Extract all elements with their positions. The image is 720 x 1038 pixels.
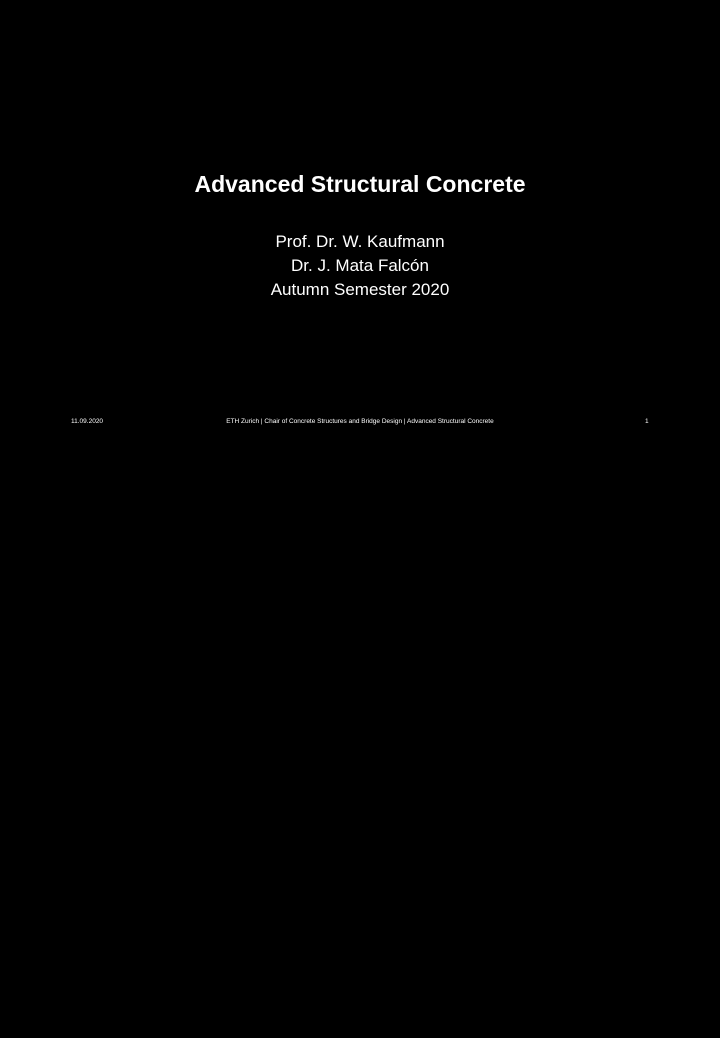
author-line-professor: Prof. Dr. W. Kaufmann	[275, 232, 445, 251]
footer-date: 11.09.2020	[71, 418, 104, 425]
footer-page-number: 1	[645, 418, 649, 425]
footer-institution: ETH Zurich | Chair of Concrete Structures and Bridge Design | Advanced Structural Concrete	[226, 418, 494, 425]
slide-title: Advanced Structural Concrete	[194, 171, 526, 197]
author-line-doctor: Dr. J. Mata Falcón	[291, 256, 429, 275]
author-block	[0, 230, 720, 302]
semester-line: Autumn Semester 2020	[270, 280, 450, 299]
